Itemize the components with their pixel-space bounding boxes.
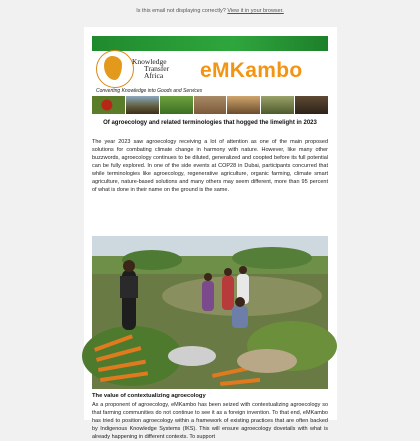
- produce-photo: [295, 96, 328, 114]
- banner-green-bar: [92, 36, 328, 51]
- brand-line-2: Transfer: [144, 64, 170, 73]
- banner-photo-strip: [92, 96, 328, 114]
- cattle-photo: [126, 96, 159, 114]
- newsletter-title: eMKambo: [200, 59, 303, 82]
- email-card: [84, 27, 337, 440]
- header-banner: [92, 36, 328, 114]
- tagline: Converting Knowledge into Goods and Services: [96, 88, 203, 94]
- preheader: [0, 8, 420, 14]
- market-scene-illustration: [92, 236, 328, 389]
- crops-photo: [160, 96, 193, 114]
- africa-map-icon: [104, 56, 122, 80]
- article-paragraph-1: The year 2023 saw agroecology receiving a lot of attention as one of the main proposed solutions for combating climate change in harmony with nature. However, like many other buzzwords, agroecology continues to be diluted, generalized and coopted before its full potential can be fully explored. In one of the side events at COP28 in Dubai, participants concurred that while terminologies like agroecology, regenerative agriculture, organic farming, climate smart agriculture, nature-based solutions and many others may seem different, more than 95 percent of what is done in their name on the ground is the same.: [92, 139, 328, 193]
- goods-photo: [227, 96, 260, 114]
- market-photo: [194, 96, 227, 114]
- view-in-browser-link[interactable]: View it in your browser.: [227, 8, 284, 14]
- brand-line-3: Africa: [144, 71, 164, 80]
- section-title: The value of contextualizing agroecology: [92, 393, 206, 399]
- article-headline: Of agroecology and related terminologies that hogged the limelight in 2023: [103, 120, 317, 126]
- article-paragraph-2: As a proponent of agroecology, eMKambo has been seized with contextualizing agroecology so that farming communities do not continue to see it as a foreign invention. To that end, eMKambo has tried to position agroecology within a framework of existing practices that are often backed by Indigenous Knowledge Systems (IKS). This will ensure agroecology dovetails with what is already happening in different contexts. To support: [92, 402, 328, 440]
- tomato-photo: [92, 96, 125, 114]
- market-image: [92, 236, 328, 389]
- field-photo: [261, 96, 294, 114]
- brand-line-1: Knowledge: [132, 57, 167, 66]
- brand-name: [132, 58, 169, 79]
- preheader-text: Is this email not displaying correctly?: [136, 8, 226, 14]
